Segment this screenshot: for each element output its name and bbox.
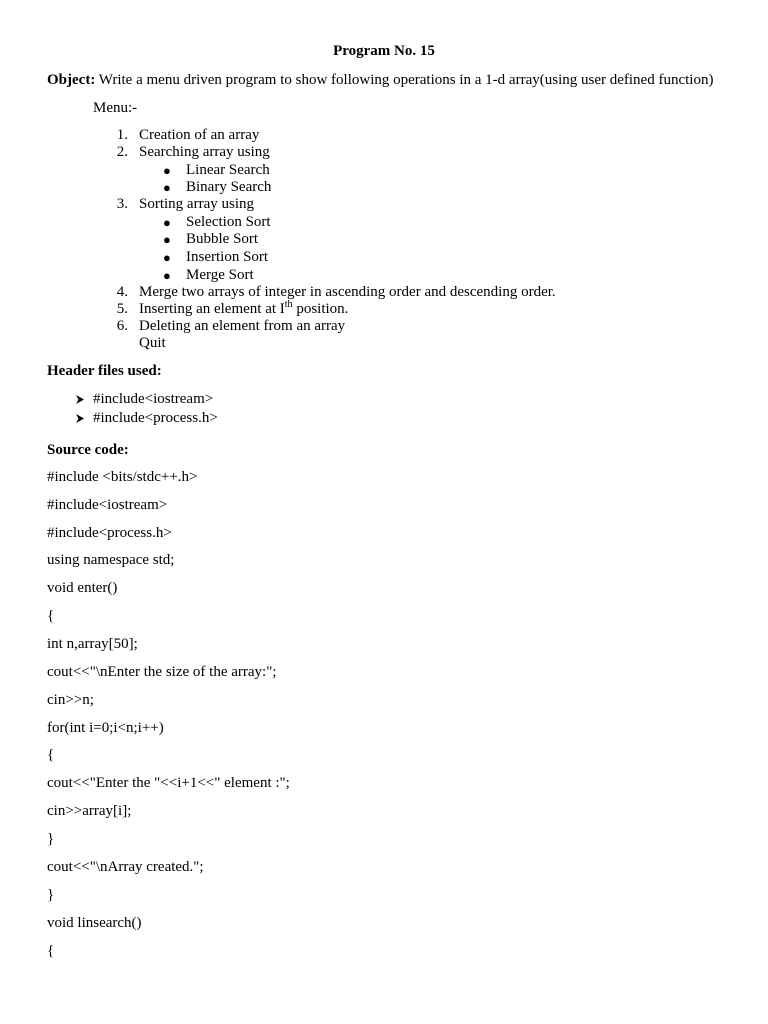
menu-item-search: Searching array using — [139, 144, 270, 160]
menu-number: 2. — [116, 144, 128, 160]
code-line: { — [47, 747, 55, 763]
object-line — [47, 72, 713, 89]
bullet-icon: ● — [163, 232, 171, 247]
code-line: cout<<"\nEnter the size of the array:"; — [47, 664, 277, 680]
code-line: #include <bits/stdc++.h> — [47, 469, 198, 485]
code-line: using namespace std; — [47, 552, 175, 568]
bullet-icon: ● — [163, 250, 171, 265]
bullet-icon: ● — [163, 163, 171, 178]
bullet-icon: ● — [163, 180, 171, 195]
menu-label: Menu:- — [93, 100, 138, 116]
menu-item-sort: Sorting array using — [139, 196, 254, 212]
code-line: cout<<"\nArray created."; — [47, 859, 204, 875]
code-line: cin>>n; — [47, 692, 94, 708]
menu-number: 3. — [116, 196, 128, 212]
menu-item-insert-text: Inserting an element at I — [139, 301, 285, 317]
menu-number: 4. — [116, 284, 128, 300]
code-line: cout<<"Enter the "<<i+1<<" element :"; — [47, 775, 290, 791]
code-line: { — [47, 943, 55, 959]
bullet-icon: ● — [163, 215, 171, 230]
menu-item-insert — [139, 301, 348, 318]
code-line: #include<process.h> — [47, 525, 172, 541]
page-title: Program No. 15 — [333, 43, 435, 59]
object-label: Object: — [47, 72, 96, 88]
header-item: #include<iostream> — [93, 391, 214, 407]
menu-number: 6. — [116, 318, 128, 334]
headers-label: Header files used: — [47, 363, 162, 379]
menu-number: 5. — [116, 301, 128, 317]
code-line: for(int i=0;i<n;i++) — [47, 720, 164, 736]
sort-sub-bubble: Bubble Sort — [186, 231, 259, 247]
arrow-bullet-icon — [75, 410, 85, 427]
menu-item-delete: Deleting an element from an array — [139, 318, 346, 334]
search-sub-linear: Linear Search — [186, 162, 270, 178]
menu-item-create: Creation of an array — [139, 127, 260, 143]
menu-item-insert-sup: th — [284, 299, 293, 310]
code-line: cin>>array[i]; — [47, 803, 132, 819]
code-line: void linsearch() — [47, 915, 142, 931]
code-line: void enter() — [47, 580, 118, 596]
code-line: } — [47, 887, 55, 903]
source-label: Source code: — [47, 442, 129, 458]
menu-number: 1. — [116, 127, 128, 143]
header-item: #include<process.h> — [93, 410, 218, 426]
sort-sub-merge: Merge Sort — [186, 267, 254, 283]
sort-sub-insertion: Insertion Sort — [186, 249, 269, 265]
code-line: int n,array[50]; — [47, 636, 138, 652]
arrow-bullet-icon — [75, 391, 85, 408]
sort-sub-selection: Selection Sort — [186, 214, 271, 230]
code-line: { — [47, 608, 55, 624]
menu-item-insert-tail: position. — [292, 301, 349, 317]
object-text: Write a menu driven program to show following operations in a 1-d array(using user defined function) — [95, 72, 714, 88]
bullet-icon: ● — [163, 268, 171, 283]
code-line: #include<iostream> — [47, 497, 168, 513]
search-sub-binary: Binary Search — [186, 179, 272, 195]
menu-item-merge: Merge two arrays of integer in ascending order and descending order. — [139, 284, 556, 300]
menu-item-quit: Quit — [139, 335, 166, 351]
code-line: } — [47, 831, 55, 847]
